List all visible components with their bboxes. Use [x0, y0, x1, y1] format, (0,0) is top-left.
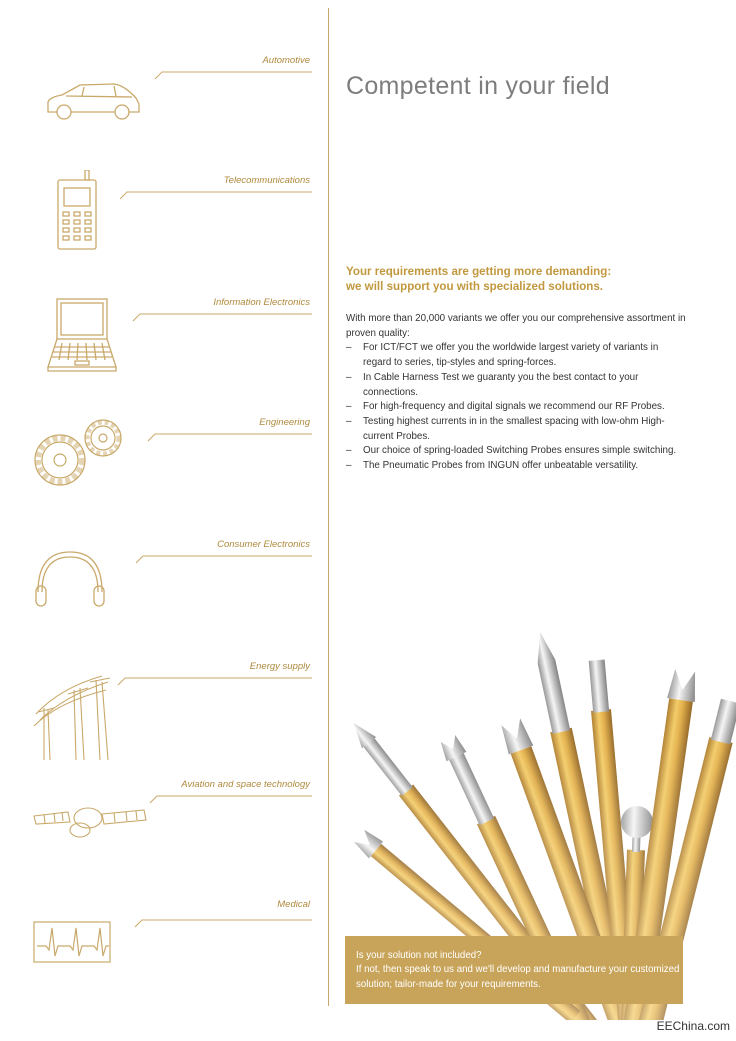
feature-list — [346, 341, 686, 473]
sector-medical — [0, 894, 320, 1004]
subheading-line: we will support you with specialized solutions. — [346, 280, 604, 293]
callout-box — [345, 936, 683, 1004]
sector-label: Energy supply — [249, 661, 310, 672]
sector-energy-supply — [0, 656, 320, 766]
vertical-divider — [328, 8, 329, 1006]
callout-text: If not, then speak to us and we'll develop and manufacture your customized solution; tailor-made for your requirements. — [356, 964, 680, 990]
list-item: – In Cable Harness Test we guaranty you the best contact to your connections. — [346, 371, 686, 400]
list-item: – For ICT/FCT we offer you the worldwide largest variety of variants in regard to series, tip-styles and spring-forces. — [346, 341, 686, 370]
intro-paragraph: With more than 20,000 variants we offer you our comprehensive assortment in proven quality: — [346, 313, 686, 339]
sector-automotive — [0, 50, 320, 160]
sector-telecommunications — [0, 170, 320, 280]
sector-information-electronics — [0, 292, 320, 402]
callout-question: Is your solution not included? — [356, 950, 482, 961]
list-item: – The Pneumatic Probes from INGUN offer unbeatable versatility. — [346, 459, 686, 474]
laptop-icon — [44, 297, 120, 375]
car-icon — [44, 80, 144, 122]
subheading-line: Your requirements are getting more demanding: — [346, 265, 612, 278]
mobile-phone-icon — [55, 170, 100, 252]
body-text — [346, 312, 686, 474]
subheading — [346, 264, 676, 294]
list-item: – Our choice of spring-loaded Switching Probes ensures simple switching. — [346, 444, 686, 459]
satellite-icon — [32, 800, 148, 842]
watermark: EEChina.com — [656, 1019, 730, 1033]
sector-consumer-electronics — [0, 534, 320, 644]
sector-engineering — [0, 412, 320, 522]
ecg-monitor-icon — [32, 920, 112, 964]
leader-line — [0, 170, 320, 280]
headphones-icon — [32, 548, 108, 610]
sector-label: Information Electronics — [213, 297, 310, 308]
sector-label: Telecommunications — [223, 175, 310, 186]
sector-label: Engineering — [259, 417, 310, 428]
list-item: – Testing highest currents in in the smallest spacing with low-ohm High-current Probes. — [346, 415, 686, 444]
gears-icon — [30, 416, 130, 496]
sector-label: Aviation and space technology — [181, 779, 310, 790]
sector-label: Medical — [277, 899, 310, 910]
sector-label: Consumer Electronics — [217, 539, 310, 550]
list-item: – For high-frequency and digital signals we recommend our RF Probes. — [346, 400, 686, 415]
sector-aviation-space — [0, 774, 320, 884]
page-title: Competent in your field — [346, 72, 610, 100]
sector-label: Automotive — [262, 55, 310, 66]
power-line-icon — [30, 668, 116, 762]
